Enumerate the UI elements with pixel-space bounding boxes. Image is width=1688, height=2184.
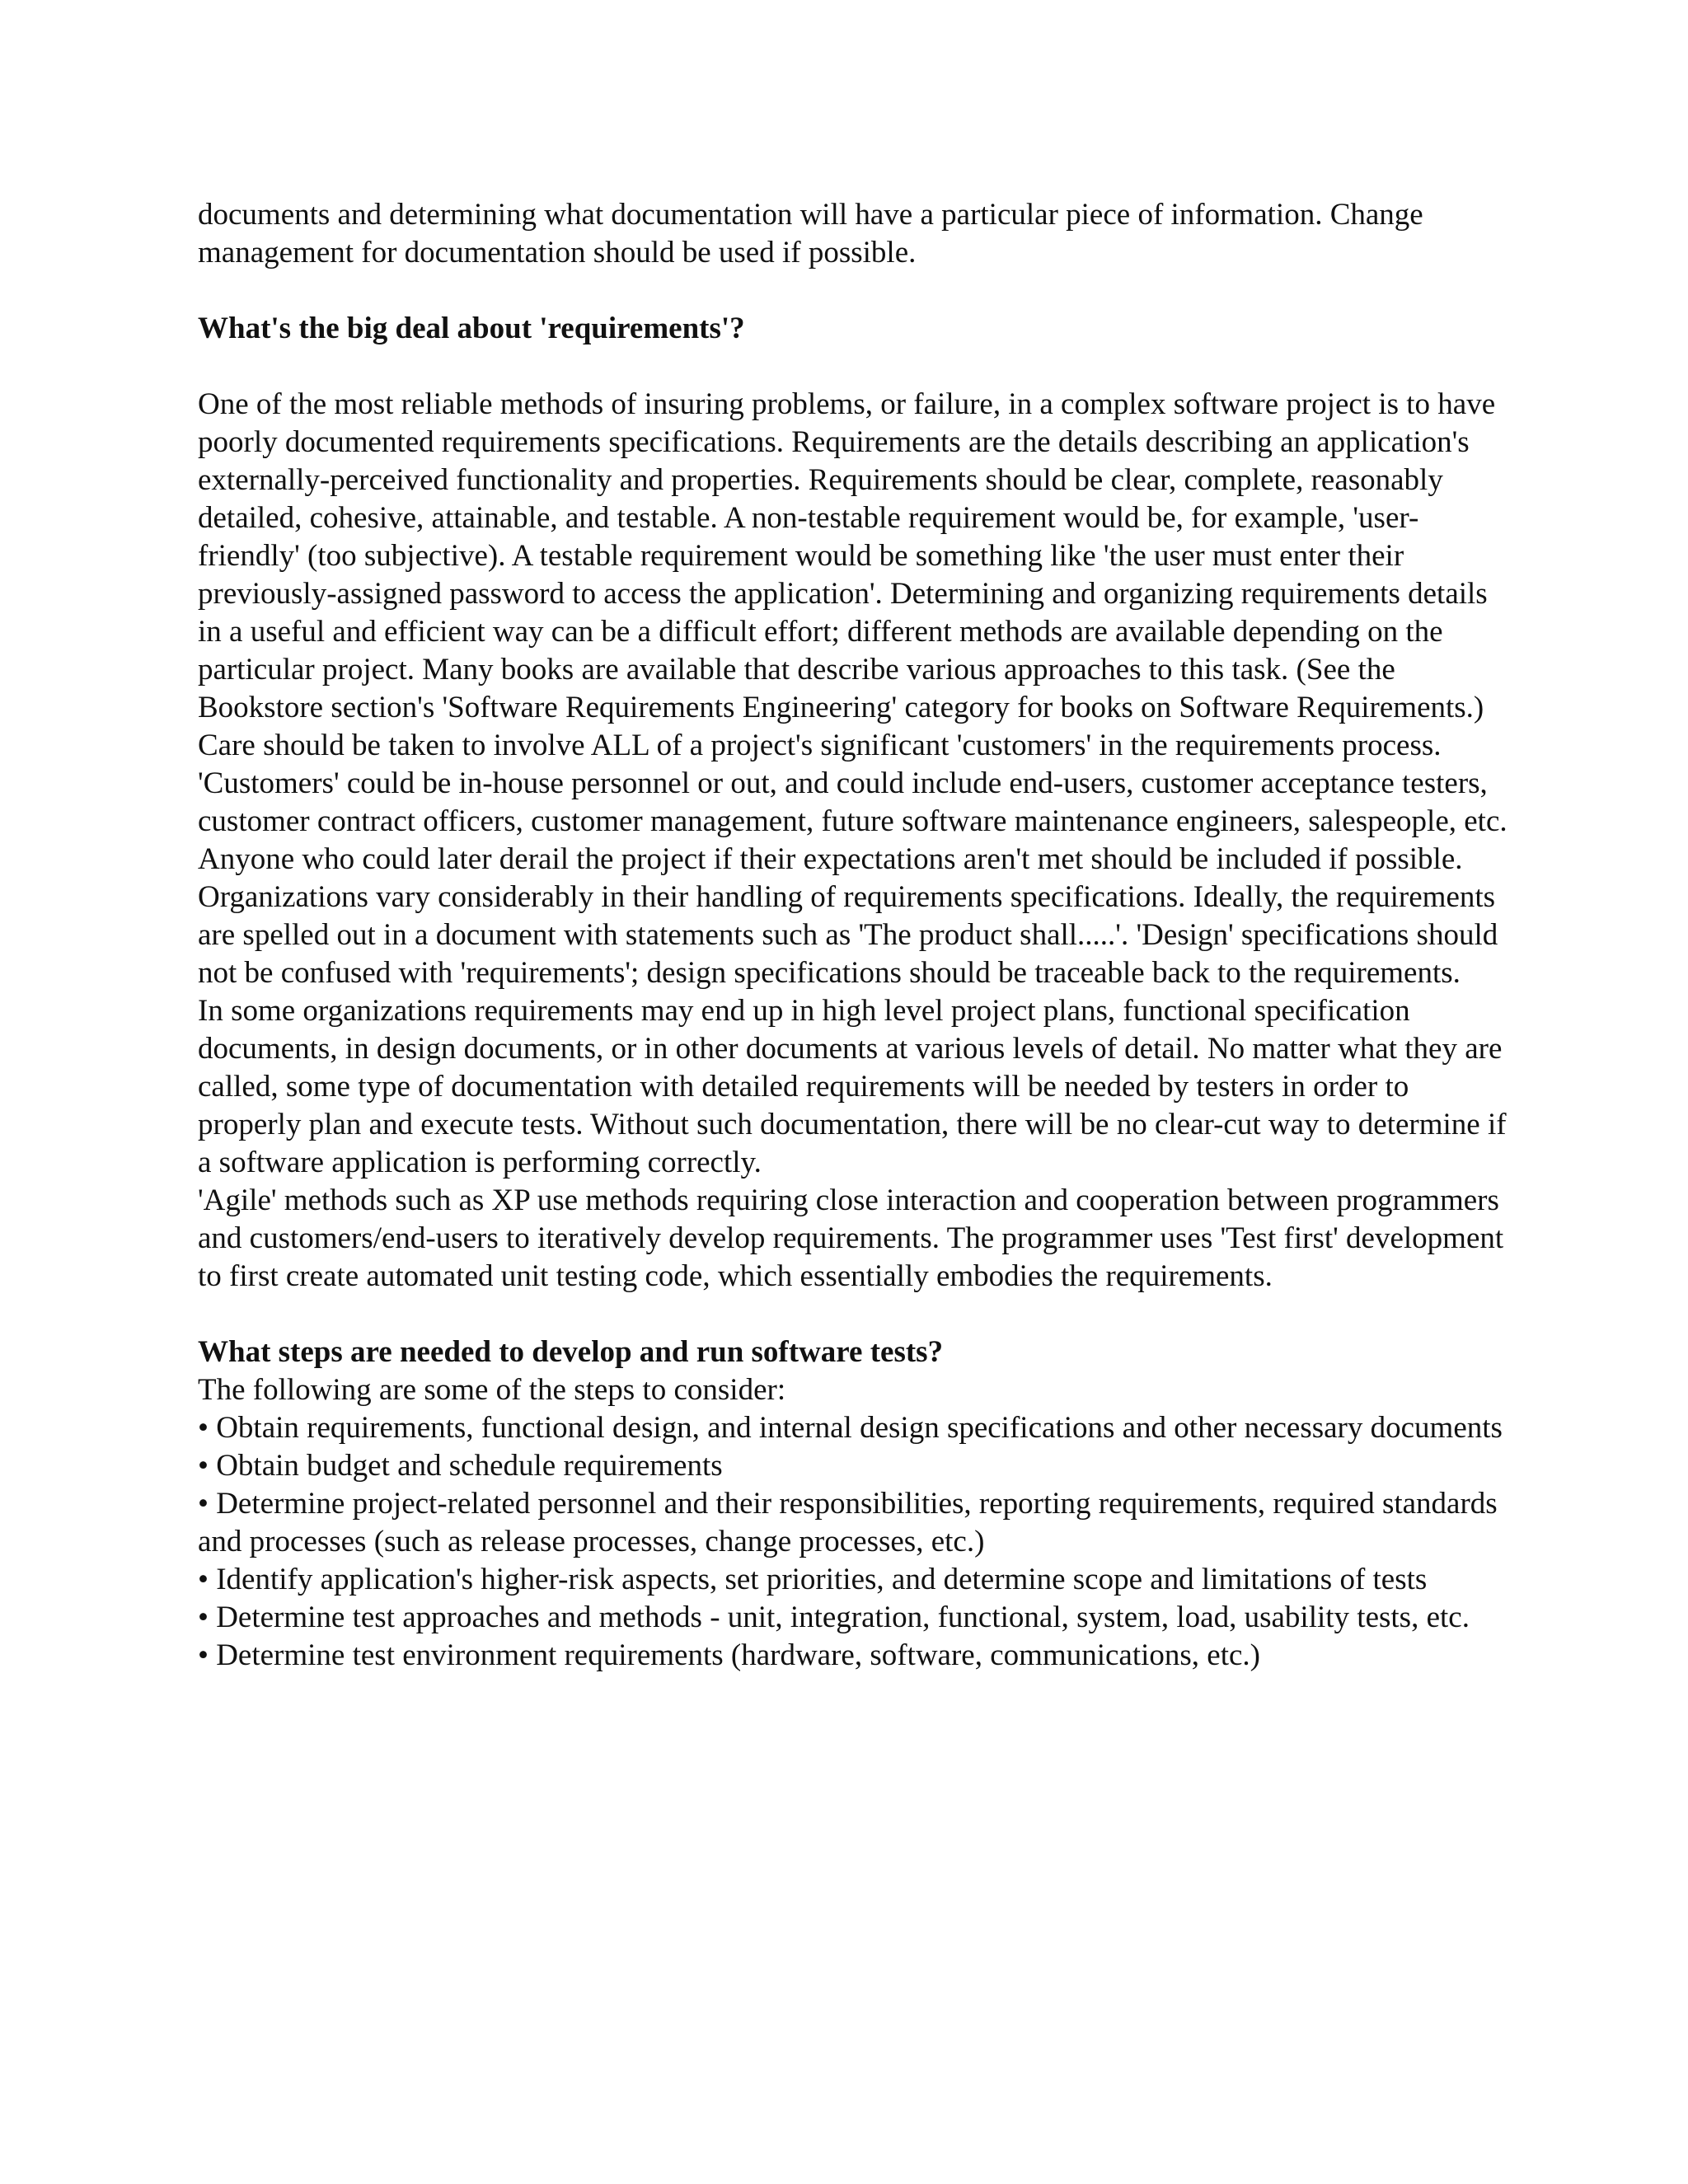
requirements-paragraph-4: In some organizations requirements may end up in high level project plans, functional specification documents, in design documents, or in other documents at various levels of detail. No matter what they are called, some type of documentation with detailed requirements will be needed by testers in order to properly plan and execute tests. Without such documentation, there will be no clear-cut way to determine if a software application is performing correctly.	[198, 994, 1507, 1179]
intro-paragraph: documents and determining what documentation will have a particular piece of information. Change management for documentation should be used if possible.	[198, 198, 1423, 269]
test-steps-list	[198, 1409, 1517, 1675]
requirements-paragraph-1: One of the most reliable methods of insuring problems, or failure, in a complex software project is to have poorly documented requirements specifications. Requirements are the details describing an application's externally-perceived functionality and properties. Requirements should be clear, complete, reasonably detailed, cohesive, attainable, and testable. A non-testable requirement would be, for example, 'user-friendly' (too subjective). A testable requirement would be something like 'the user must enter their previously-assigned password to access the application'. Determining and organizing requirements details in a useful and efficient way can be a difficult effort; different methods are available depending on the particular project. Many books are available that describe various approaches to this task. (See the Bookstore section's 'Software Requirements Engineering' category for books on Software Requirements.)	[198, 387, 1496, 724]
list-item: • Determine test environment requirements (hardware, software, communications, etc.)	[198, 1638, 1260, 1672]
spacer	[198, 1296, 1517, 1333]
document-page	[198, 196, 1517, 1675]
test-steps-lead: The following are some of the steps to consider:	[198, 1373, 786, 1407]
list-item: • Determine test approaches and methods - unit, integration, functional, system, load, usability tests, etc.	[198, 1601, 1470, 1634]
section-heading-test-steps: What steps are needed to develop and run software tests?	[198, 1335, 944, 1369]
requirements-paragraph-5: 'Agile' methods such as XP use methods requiring close interaction and cooperation between programmers and customers/end-users to iteratively develop requirements. The programmer uses 'Test first' development to first create automated unit testing code, which essentially embodies the requirements.	[198, 1183, 1504, 1293]
requirements-paragraph-3: Organizations vary considerably in their handling of requirements specifications. Ideally, the requirements are spelled out in a document with statements such as 'The product shall.....'. 'Design' specifications should not be confused with 'requirements'; design specifications should be traceable back to the requirements.	[198, 880, 1498, 990]
section-heading-requirements: What's the big deal about 'requirements'?	[198, 312, 745, 345]
list-item: • Obtain budget and schedule requirements	[198, 1449, 723, 1483]
list-item: • Obtain requirements, functional design, and internal design specifications and other necessary documents	[198, 1411, 1503, 1445]
spacer	[198, 348, 1517, 386]
spacer	[198, 272, 1517, 310]
list-item: • Determine project-related personnel and their responsibilities, reporting requirements, required standards and processes (such as release processes, change processes, etc.)	[198, 1487, 1498, 1558]
requirements-paragraph-2: Care should be taken to involve ALL of a project's significant 'customers' in the requirements process. 'Customers' could be in-house personnel or out, and could include end-users, customer acceptance testers, customer contract officers, customer management, future software maintenance engineers, salespeople, etc. Anyone who could later derail the project if their expectations aren't met should be included if possible.	[198, 729, 1507, 876]
list-item: • Identify application's higher-risk aspects, set priorities, and determine scope and limitations of tests	[198, 1563, 1428, 1596]
